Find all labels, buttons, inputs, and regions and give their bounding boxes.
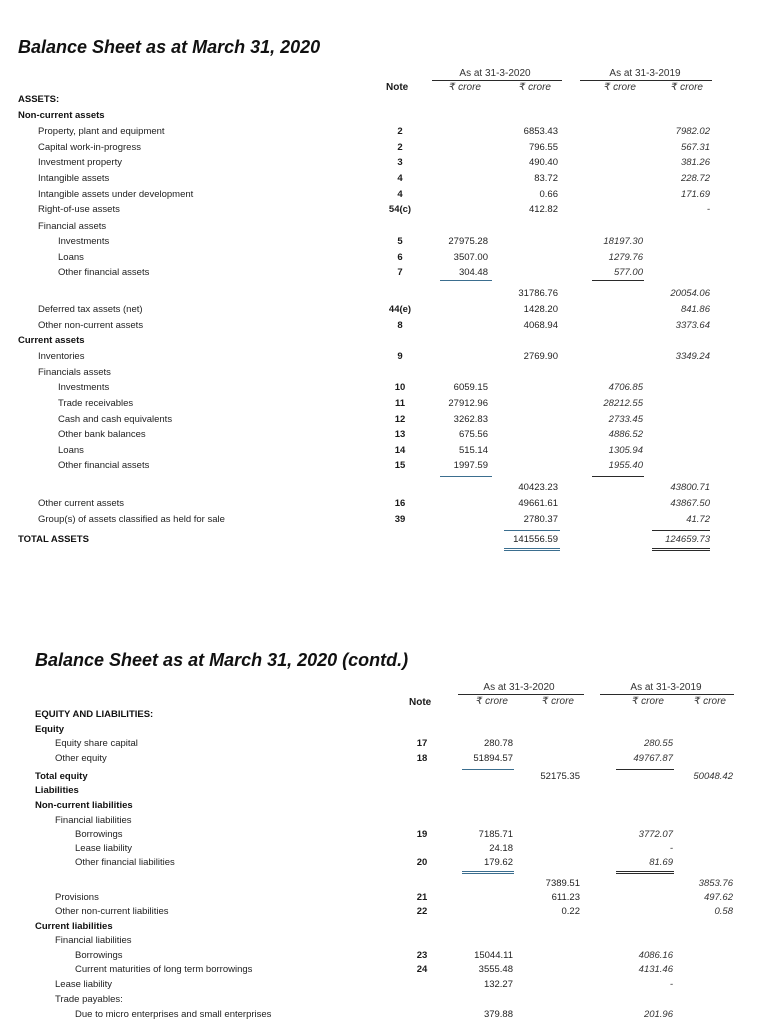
row-value-c2: 611.23: [551, 892, 580, 903]
row-value-c3: 1279.76: [608, 252, 643, 263]
sheet2-rule: [462, 769, 514, 770]
row-value-c4: 3373.64: [675, 320, 710, 331]
row-label: EQUITY AND LIABILITIES:: [35, 709, 154, 720]
row-value-c3: 4131.46: [638, 964, 673, 975]
table-row: [0, 723, 768, 737]
row-value-c4: 50048.42: [693, 771, 733, 782]
sheet1-rule: [504, 530, 560, 531]
row-value-c2: 0.66: [539, 189, 558, 200]
row-note: 8: [397, 320, 403, 331]
row-value-c4: 228.72: [680, 173, 710, 184]
row-note: 4: [397, 173, 403, 184]
row-label: Total equity: [35, 771, 88, 782]
sheet1-rule: [504, 548, 560, 549]
row-note: 23: [416, 950, 428, 961]
row-value-c3: 577.00: [613, 267, 643, 278]
row-value-c1: 27912.96: [448, 398, 488, 409]
sheet1-rule: [592, 280, 644, 281]
row-label: TOTAL ASSETS: [18, 534, 89, 545]
row-label: Intangible assets: [38, 173, 110, 184]
table-row: [0, 319, 768, 333]
row-note: 11: [394, 398, 406, 409]
table-row: [0, 220, 768, 234]
row-value-c4: 3349.24: [675, 351, 710, 362]
row-note: 15: [394, 460, 406, 471]
row-label: Investments: [58, 382, 110, 393]
row-note: 18: [416, 753, 428, 764]
table-row: [0, 93, 768, 107]
table-row: [0, 784, 768, 798]
table-row: [0, 752, 768, 766]
table-row: [0, 266, 768, 280]
row-value-c3: 4886.52: [608, 429, 643, 440]
table-row: [0, 428, 768, 442]
row-label: Other bank balances: [58, 429, 146, 440]
row-value-c2: 52175.35: [540, 771, 580, 782]
row-label: Other financial liabilities: [75, 857, 175, 868]
row-value-c4: 20054.06: [670, 288, 710, 299]
sheet1-period-2019-underline: [580, 80, 712, 81]
row-label: Equity: [35, 724, 65, 735]
table-row: [0, 235, 768, 249]
row-value-c3: 1305.94: [608, 445, 643, 456]
table-row: [0, 891, 768, 905]
row-value-c4: 41.72: [686, 514, 710, 525]
table-row: [0, 799, 768, 813]
row-note: 10: [394, 382, 406, 393]
row-label: Financial liabilities: [55, 935, 132, 946]
row-value-c1: 280.78: [483, 738, 513, 749]
row-value-c2: 2769.90: [523, 351, 558, 362]
row-value-c1: 675.56: [458, 429, 488, 440]
row-value-c1: 3507.00: [453, 252, 488, 263]
row-label: Liabilities: [35, 785, 79, 796]
row-label: Other financial assets: [58, 267, 150, 278]
row-label: Property, plant and equipment: [38, 126, 165, 137]
table-row: [0, 303, 768, 317]
row-label: Other current assets: [38, 498, 125, 509]
table-row: [0, 708, 768, 722]
table-row: [0, 188, 768, 202]
table-row: [0, 513, 768, 527]
row-label: ASSETS:: [18, 94, 60, 105]
row-label: Loans: [58, 445, 84, 456]
sheet1-unit-2019-b: ₹ crore: [671, 82, 703, 93]
row-note: 54(c): [388, 204, 412, 215]
sheet2-rule: [616, 769, 674, 770]
sheet1-period-2019: As at 31-3-2019: [609, 68, 681, 79]
table-row: [0, 444, 768, 458]
row-note: 14: [394, 445, 406, 456]
table-row: [0, 934, 768, 948]
sheet2-rule: [462, 873, 514, 874]
row-value-c1: 51894.57: [473, 753, 513, 764]
table-row: [0, 877, 768, 891]
table-row: [0, 842, 768, 856]
row-value-c1: 3555.48: [478, 964, 513, 975]
row-value-c2: 6853.43: [523, 126, 558, 137]
row-label: Investment property: [38, 157, 122, 168]
row-value-c4: 841.86: [680, 304, 710, 315]
row-value-c4: 7982.02: [675, 126, 710, 137]
row-label: Financial assets: [38, 221, 107, 232]
sheet1-rule: [440, 280, 492, 281]
row-value-c1: 132.27: [483, 979, 513, 990]
row-label: Current liabilities: [35, 921, 113, 932]
table-row: [0, 737, 768, 751]
row-value-c3: -: [669, 843, 673, 854]
sheet1-rule: [440, 476, 492, 477]
table-row: [0, 856, 768, 870]
row-value-c1: 7185.71: [478, 829, 513, 840]
sheet1-rule: [652, 548, 710, 549]
row-value-c1: 1997.59: [453, 460, 488, 471]
row-note: 3: [397, 157, 403, 168]
row-note: 19: [416, 829, 428, 840]
row-label: Deferred tax assets (net): [38, 304, 143, 315]
sheet2-note-header: Note: [409, 697, 432, 708]
row-note: 13: [394, 429, 406, 440]
table-row: [0, 828, 768, 842]
table-row: [0, 287, 768, 301]
row-label: Intangible assets under development: [38, 189, 194, 200]
row-value-c2: 412.82: [528, 204, 558, 215]
row-note: 22: [416, 906, 428, 917]
row-value-c3: 81.69: [649, 857, 673, 868]
row-value-c3: 1955.40: [608, 460, 643, 471]
row-value-c1: 179.62: [483, 857, 513, 868]
row-value-c3: 4706.85: [608, 382, 643, 393]
table-row: [0, 381, 768, 395]
row-label: Group(s) of assets classified as held for sale: [38, 514, 225, 525]
row-value-c2: 141556.59: [513, 534, 558, 545]
row-note: 17: [416, 738, 428, 749]
row-value-c4: 3853.76: [698, 878, 733, 889]
row-label: Cash and cash equivalents: [58, 414, 173, 425]
table-row: [0, 125, 768, 139]
table-row: [0, 413, 768, 427]
sheet1-rule: [652, 530, 710, 531]
table-row: [0, 497, 768, 511]
row-note: 16: [394, 498, 406, 509]
row-note: 2: [397, 126, 403, 137]
row-value-c3: 28212.55: [603, 398, 643, 409]
sheet2-rule: [616, 873, 674, 874]
row-note: 44(e): [388, 304, 412, 315]
row-value-c1: 379.88: [483, 1009, 513, 1020]
sheet1-rule: [592, 476, 644, 477]
table-row: [0, 949, 768, 963]
row-label: Capital work-in-progress: [38, 142, 141, 153]
row-label: Provisions: [55, 892, 99, 903]
sheet1-unit-2019-a: ₹ crore: [604, 82, 636, 93]
sheet1-unit-2020-b: ₹ crore: [519, 82, 551, 93]
row-value-c2: 490.40: [528, 157, 558, 168]
row-value-c4: -: [706, 204, 710, 215]
row-value-c3: 2733.45: [608, 414, 643, 425]
row-label: Lease liability: [55, 979, 113, 990]
table-row: [0, 533, 768, 547]
table-row: [0, 920, 768, 934]
table-row: [0, 770, 768, 784]
table-row: [0, 203, 768, 217]
row-label: Inventories: [38, 351, 85, 362]
sheet2-unit-2020-b: ₹ crore: [542, 696, 574, 707]
table-row: [0, 141, 768, 155]
row-value-c3: 18197.30: [603, 236, 643, 247]
row-value-c2: 0.22: [561, 906, 580, 917]
row-value-c1: 515.14: [458, 445, 488, 456]
row-label: Non-current liabilities: [35, 800, 133, 811]
table-row: [0, 172, 768, 186]
row-value-c2: 7389.51: [545, 878, 580, 889]
row-label: Borrowings: [75, 950, 123, 961]
row-note: 39: [394, 514, 406, 525]
row-value-c1: 304.48: [458, 267, 488, 278]
row-label: Non-current assets: [18, 110, 105, 121]
row-note: 12: [394, 414, 406, 425]
row-value-c4: 171.69: [680, 189, 710, 200]
row-note: 9: [397, 351, 403, 362]
table-row: [0, 156, 768, 170]
table-row: [0, 905, 768, 919]
sheet2-title: Balance Sheet as at March 31, 2020 (contd.): [35, 650, 409, 670]
sheet2-unit-2020-a: ₹ crore: [476, 696, 508, 707]
row-note: 4: [397, 189, 403, 200]
row-value-c2: 2780.37: [523, 514, 558, 525]
row-note: 7: [397, 267, 403, 278]
table-row: [0, 993, 768, 1007]
row-note: 21: [416, 892, 428, 903]
row-value-c1: 6059.15: [453, 382, 488, 393]
row-label: Trade receivables: [58, 398, 134, 409]
row-label: Financial liabilities: [55, 815, 132, 826]
table-row: [0, 481, 768, 495]
sheet2-rule: [616, 871, 674, 872]
sheet1-rule: [652, 550, 710, 551]
row-label: Loans: [58, 252, 84, 263]
row-note: 6: [397, 252, 403, 263]
row-value-c2: 49661.61: [518, 498, 558, 509]
row-label: Other financial assets: [58, 460, 150, 471]
row-label: Financials assets: [38, 367, 111, 378]
table-row: [0, 334, 768, 348]
row-note: 20: [416, 857, 428, 868]
table-row: [0, 109, 768, 123]
row-label: Other equity: [55, 753, 107, 764]
row-value-c1: 15044.11: [474, 950, 513, 961]
row-label: Lease liability: [75, 843, 133, 854]
sheet1-note-header: Note: [386, 82, 409, 93]
row-label: Equity share capital: [55, 738, 138, 749]
row-value-c2: 83.72: [534, 173, 558, 184]
row-value-c1: 3262.83: [453, 414, 488, 425]
row-label: Borrowings: [75, 829, 123, 840]
row-value-c3: 3772.07: [638, 829, 673, 840]
sheet2-rule: [462, 871, 514, 872]
row-value-c3: -: [669, 979, 673, 990]
row-label: Right-of-use assets: [38, 204, 120, 215]
row-note: 5: [397, 236, 403, 247]
table-row: [0, 978, 768, 992]
sheet2-period-2020: As at 31-3-2020: [483, 682, 555, 693]
table-row: [0, 459, 768, 473]
row-value-c2: 1428.20: [523, 304, 558, 315]
row-label: Due to micro enterprises and small enterprises: [75, 1009, 272, 1020]
table-row: [0, 1008, 768, 1022]
table-row: [0, 814, 768, 828]
row-note: 24: [416, 964, 428, 975]
row-label: Other non-current assets: [38, 320, 144, 331]
sheet2-unit-2019-a: ₹ crore: [632, 696, 664, 707]
row-value-c3: 4086.16: [638, 950, 673, 961]
row-value-c4: 43867.50: [670, 498, 710, 509]
sheet1-period-2020: As at 31-3-2020: [459, 68, 531, 79]
table-row: [0, 366, 768, 380]
table-row: [0, 963, 768, 977]
row-value-c2: 31786.76: [518, 288, 558, 299]
row-value-c1: 27975.28: [448, 236, 488, 247]
table-row: [0, 350, 768, 364]
row-label: Current maturities of long term borrowings: [75, 964, 253, 975]
row-value-c4: 0.58: [714, 906, 733, 917]
row-value-c2: 40423.23: [518, 482, 558, 493]
row-note: 2: [397, 142, 403, 153]
sheet1-rule: [504, 550, 560, 551]
sheet2-unit-2019-b: ₹ crore: [694, 696, 726, 707]
row-value-c4: 497.62: [703, 892, 733, 903]
row-value-c3: 280.55: [643, 738, 673, 749]
row-label: Investments: [58, 236, 110, 247]
row-label: Current assets: [18, 335, 85, 346]
row-value-c4: 124659.73: [665, 534, 710, 545]
row-value-c1: 24.18: [489, 843, 513, 854]
sheet2-period-2019-underline: [600, 694, 734, 695]
row-value-c4: 43800.71: [670, 482, 710, 493]
sheet1-title: Balance Sheet as at March 31, 2020: [18, 37, 321, 57]
row-value-c2: 796.55: [528, 142, 558, 153]
sheet1-period-2020-underline: [432, 80, 562, 81]
table-row: [0, 251, 768, 265]
table-row: [0, 397, 768, 411]
sheet2-period-2020-underline: [458, 694, 584, 695]
row-value-c4: 567.31: [680, 142, 710, 153]
row-value-c4: 381.26: [680, 157, 710, 168]
row-value-c3: 201.96: [643, 1009, 673, 1020]
row-value-c3: 49767.87: [633, 753, 673, 764]
row-value-c2: 4068.94: [523, 320, 558, 331]
row-label: Trade payables:: [55, 994, 123, 1005]
sheet2-period-2019: As at 31-3-2019: [630, 682, 702, 693]
row-label: Other non-current liabilities: [55, 906, 169, 917]
sheet1-unit-2020-a: ₹ crore: [449, 82, 481, 93]
